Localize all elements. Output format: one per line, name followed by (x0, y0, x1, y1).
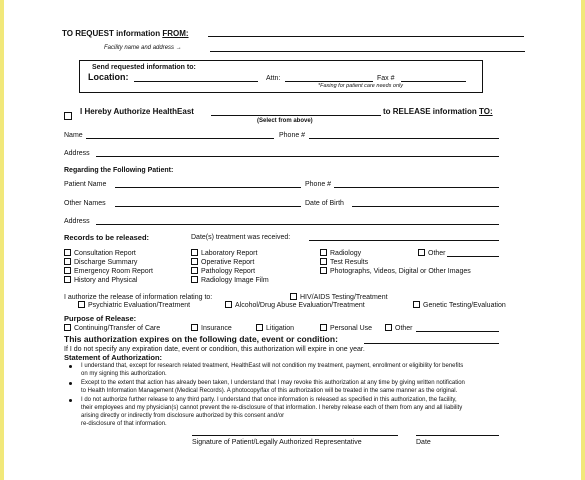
record-label: Test Results (330, 259, 369, 266)
select-note: (Select from above) (257, 118, 313, 124)
authorize-text: I Hereby Authorize HealthEast (80, 107, 194, 116)
signature-label: Signature of Patient/Legally Authorized Representative (192, 439, 362, 446)
checkbox-icon (320, 258, 327, 265)
checkbox-icon (413, 301, 420, 308)
bullet-icon (69, 399, 72, 402)
record-label: Emergency Room Report (74, 268, 153, 275)
record-photographs[interactable] (320, 267, 471, 276)
location-line[interactable] (134, 81, 258, 82)
record-emergency[interactable] (64, 267, 153, 276)
patient-address-label: Address (64, 218, 90, 225)
records-heading: Records to be released: (64, 233, 150, 242)
location-label: Location: (88, 72, 129, 82)
statement-b1-l2: on my signing this authorization. (81, 371, 167, 377)
statement-b3-l4: re-disclosure of that information. (81, 421, 167, 427)
record-consultation[interactable] (64, 249, 136, 258)
statement-b3-l1: I do not authorize further release to any third party. I understand that once information is released as specified in this authorization, the facility, (81, 397, 457, 403)
facility-label: Facility name and address → (104, 45, 182, 51)
attn-line[interactable] (285, 81, 373, 82)
expiry-line[interactable] (364, 343, 499, 344)
dates-label: Date(s) treatment was received: (191, 234, 291, 241)
record-radiology-film[interactable] (191, 276, 269, 285)
address-label: Address (64, 150, 90, 157)
option-label: Alcohol/Drug Abuse Evaluation/Treatment (235, 302, 365, 309)
fax-note: *Faxing for patient care needs only (318, 83, 403, 89)
record-laboratory[interactable] (191, 249, 257, 258)
statement-b2-l2: to Health Information Management (Medical Records). A photocopy/fax of this authorization will be treated in the same manner as the original. (81, 388, 458, 394)
address-line[interactable] (96, 156, 499, 157)
facility-line[interactable] (210, 51, 525, 52)
record-label: Discharge Summary (74, 259, 138, 266)
record-label: Other (428, 250, 446, 257)
checkbox-icon (64, 249, 71, 256)
request-prefix: TO REQUEST information (62, 29, 163, 38)
name-label: Name (64, 132, 83, 139)
phone-label: Phone # (279, 132, 306, 139)
checkbox-icon (191, 324, 198, 331)
checkbox-icon (290, 293, 297, 300)
name-line[interactable] (86, 138, 274, 139)
checkbox-icon (64, 276, 71, 283)
authorize-checkbox[interactable] (64, 106, 75, 124)
release-relating-text: I authorize the release of information relating to: (64, 294, 213, 301)
statement-b3-l2: their employees and my physician(s) cannot prevent the re-disclosure of that information. I hereby release each of them from any and all liability (81, 405, 463, 411)
other-names-line[interactable] (115, 206, 301, 207)
other-names-label: Other Names (64, 200, 106, 207)
checkbox-icon (256, 324, 263, 331)
record-label: Laboratory Report (201, 250, 258, 257)
purpose-other-line[interactable] (416, 331, 499, 332)
option-label: HIV/AIDS Testing/Treatment (300, 294, 388, 301)
record-discharge[interactable] (64, 258, 137, 267)
dob-line[interactable] (352, 206, 499, 207)
purpose-other[interactable] (385, 324, 413, 333)
checkbox-icon (320, 324, 327, 331)
checkbox-icon (225, 301, 232, 308)
date-label: Date (416, 439, 431, 446)
option-label: Other (395, 325, 413, 332)
checkbox-icon (320, 267, 327, 274)
checkbox-icon (64, 267, 71, 274)
record-other[interactable] (418, 249, 446, 258)
expiry-note: If I do not specify any expiration date, event or condition, this authorization will expire in one year. (64, 346, 365, 353)
statement-b2-l1: Except to the extent that action has already been taken, I understand that I may revoke this authorization at any time by giving written notification (81, 380, 465, 386)
genetic-option[interactable] (413, 301, 506, 310)
release-prefix: to RELEASE information (383, 107, 479, 116)
fax-label: Fax # (377, 75, 395, 82)
record-test-results[interactable] (320, 258, 368, 267)
dob-label: Date of Birth (305, 200, 344, 207)
record-label: Photographs, Videos, Digital or Other Images (330, 268, 471, 275)
signature-line[interactable] (192, 435, 398, 436)
record-label: Radiology Image Film (201, 277, 269, 284)
purpose-heading: Purpose of Release: (64, 314, 137, 323)
option-label: Continuing/Transfer of Care (74, 325, 161, 332)
request-heading (62, 29, 189, 38)
alcohol-option[interactable] (225, 301, 365, 310)
statement-b1-l1: I understand that, except for research related treatment, HealthEast will not condition my treatment, payment, enrollment or eligibility for benefits (81, 363, 464, 369)
purpose-insurance[interactable] (191, 324, 232, 333)
dates-line[interactable] (309, 240, 499, 241)
record-other-line[interactable] (447, 256, 499, 257)
checkbox-icon (64, 258, 71, 265)
patient-phone-line[interactable] (334, 187, 499, 188)
bullet-icon (69, 382, 72, 385)
authorize-line[interactable] (211, 115, 381, 116)
option-label: Genetic Testing/Evaluation (423, 302, 506, 309)
option-label: Personal Use (330, 325, 373, 332)
patient-phone-label: Phone # (305, 181, 332, 188)
checkbox-icon (191, 267, 198, 274)
expiry-text: This authorization expires on the following date, event or condition: (64, 334, 338, 344)
checkbox-icon (191, 249, 198, 256)
checkbox-icon (418, 249, 425, 256)
checkbox-icon (320, 249, 327, 256)
record-label: Radiology (330, 250, 362, 257)
phone-line[interactable] (309, 138, 499, 139)
record-radiology[interactable] (320, 249, 361, 258)
patient-address-line[interactable] (96, 224, 499, 225)
request-from: FROM: (162, 29, 189, 38)
record-pathology[interactable] (191, 267, 255, 276)
option-label: Psychiatric Evaluation/Treatment (88, 302, 191, 309)
fax-line[interactable] (401, 81, 466, 82)
option-label: Litigation (266, 325, 295, 332)
option-label: Insurance (201, 325, 232, 332)
patient-name-line[interactable] (115, 187, 301, 188)
psych-option[interactable] (78, 301, 190, 310)
checkbox-icon (64, 112, 72, 120)
checkbox-icon (191, 258, 198, 265)
purpose-continuing[interactable] (64, 324, 160, 333)
record-operative[interactable] (191, 258, 254, 267)
record-label: Pathology Report (201, 268, 256, 275)
date-line[interactable] (416, 435, 499, 436)
statement-heading: Statement of Authorization: (64, 353, 163, 362)
statement-b3-l3: arising directly or indirectly from disclosure authorized by this consent and/or (81, 413, 285, 419)
send-box-title: Send requested information to: (92, 64, 196, 71)
release-to: TO: (479, 107, 493, 116)
patient-heading: Regarding the Following Patient: (64, 167, 174, 174)
request-from-line[interactable] (208, 36, 524, 37)
attn-label: Attn: (266, 75, 281, 82)
record-label: History and Physical (74, 277, 138, 284)
checkbox-icon (64, 324, 71, 331)
checkbox-icon (191, 276, 198, 283)
checkbox-icon (385, 324, 392, 331)
authorization-form-page (4, 0, 581, 480)
purpose-litigation[interactable] (256, 324, 294, 333)
checkbox-icon (78, 301, 85, 308)
record-history[interactable] (64, 276, 137, 285)
bullet-icon (69, 365, 72, 368)
release-heading (383, 107, 493, 116)
purpose-personal[interactable] (320, 324, 372, 333)
record-label: Consultation Report (74, 250, 136, 257)
patient-name-label: Patient Name (64, 181, 107, 188)
record-label: Operative Report (201, 259, 255, 266)
